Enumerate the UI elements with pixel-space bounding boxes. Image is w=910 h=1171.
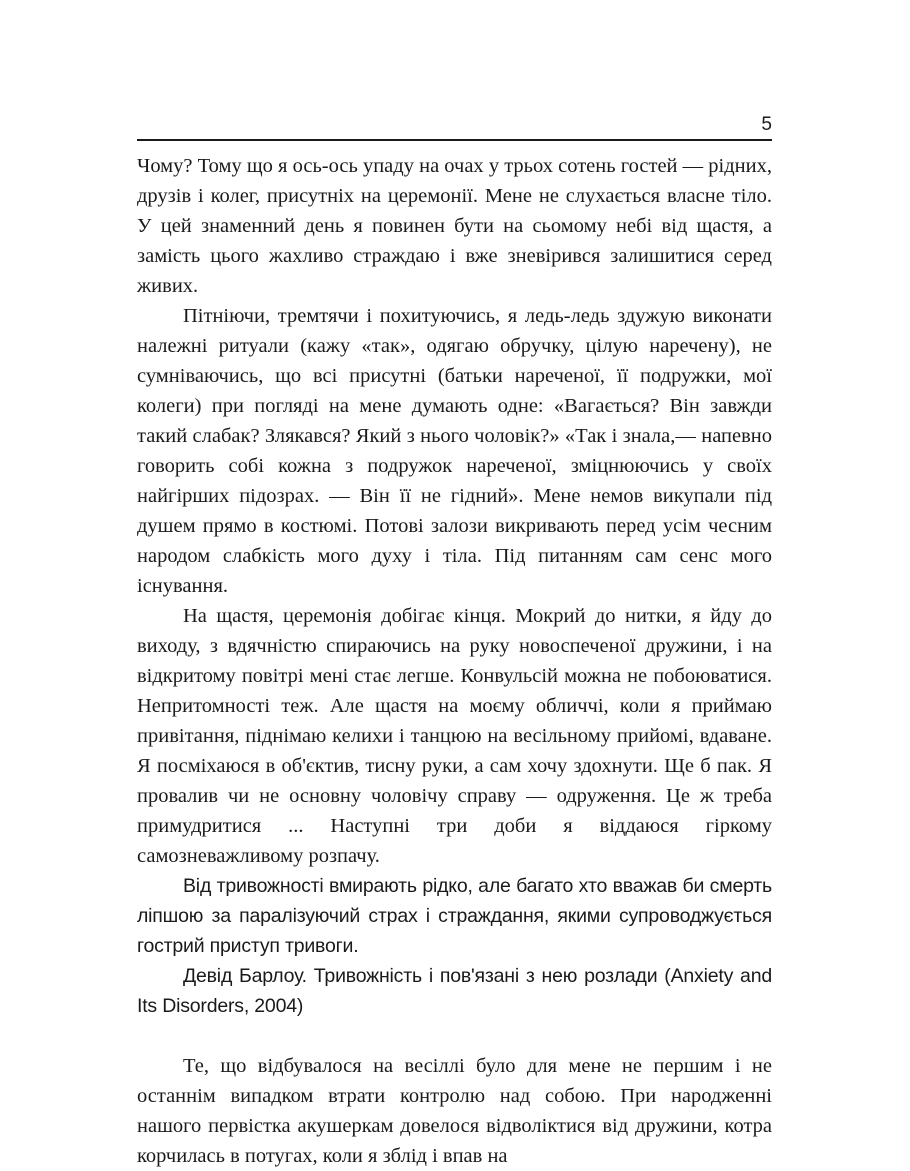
page-text [137, 151, 772, 1171]
paragraph-1: Чому? Тому що я ось-ось упаду на очах у трьох сотень гостей — рідних, друзів і колег, присутніх на церемонії. Мене не слухається власне тіло. У цей знаменний день я повинен бути на сьомому небі від щастя, а замість цього жахливо страждаю і вже зневірився залишитися серед живих. [137, 155, 772, 297]
page-number: 5 [761, 114, 772, 135]
epigraph-quote: Від тривожності вмирають рідко, але багато хто вважав би смерть ліпшою за паралізуючий страх і страждання, якими супроводжується гострий приступ тривоги. [137, 875, 772, 957]
epigraph-attribution: Девід Барлоу. Тривожність і пов'язані з нею розлади (Anxiety and Its Disorders, 2004) [137, 965, 772, 1017]
paragraph-2: Пітніючи, тремтячи і похитуючись, я ледь-ледь здужую виконати належні ритуали (кажу «так», одягаю обручку, цілую наречену), не сумніваючись, що всі присутні (батьки нареченої, її подружки, мої колеги) при погляді на мене думають одне: «Вагається? Він завжди такий слабак? Злякався? Який з нього чоловік?» «Так і знала,— напевно говорить собі кожна з подружок нареченої, зміцнюючись у своїх найгірших підозрах. — Він її не гідний». Мене немов викупали під душем прямо в костюмі. Потові залози викривають перед усім чесним народом слабкість мого духу і тіла. Під питанням сам сенс мого існування. [137, 305, 772, 597]
paragraph-4: Те, що відбувалося на весіллі було для мене не першим і не останнім випадком втрати контролю над собою. При народженні нашого первістка акушеркам довелося відволіктися від дружини, котра корчилась в потугах, коли я зблід і впав на [137, 1055, 772, 1167]
paragraph-3: На щастя, церемонія добігає кінця. Мокрий до нитки, я йду до виходу, з вдячністю спираючись на руку новоспеченої дружини, і на відкритому повітрі мені стає легше. Конвульсій можна не побоюватися. Непритомності теж. Але щастя на моєму обличчі, коли я приймаю привітання, піднімаю келихи і танцюю на весільному прийомі, вдаване. Я посміхаюся в об'єктив, тисну руки, а сам хочу здохнути. Ще б пак. Я провалив чи не основну чоловічу справу — одруження. Це ж треба примудритися ... Наступні три доби я віддаюся гіркому самозневажливому розпачу. [137, 605, 772, 867]
section-gap [137, 1021, 772, 1051]
header-rule [137, 139, 772, 141]
